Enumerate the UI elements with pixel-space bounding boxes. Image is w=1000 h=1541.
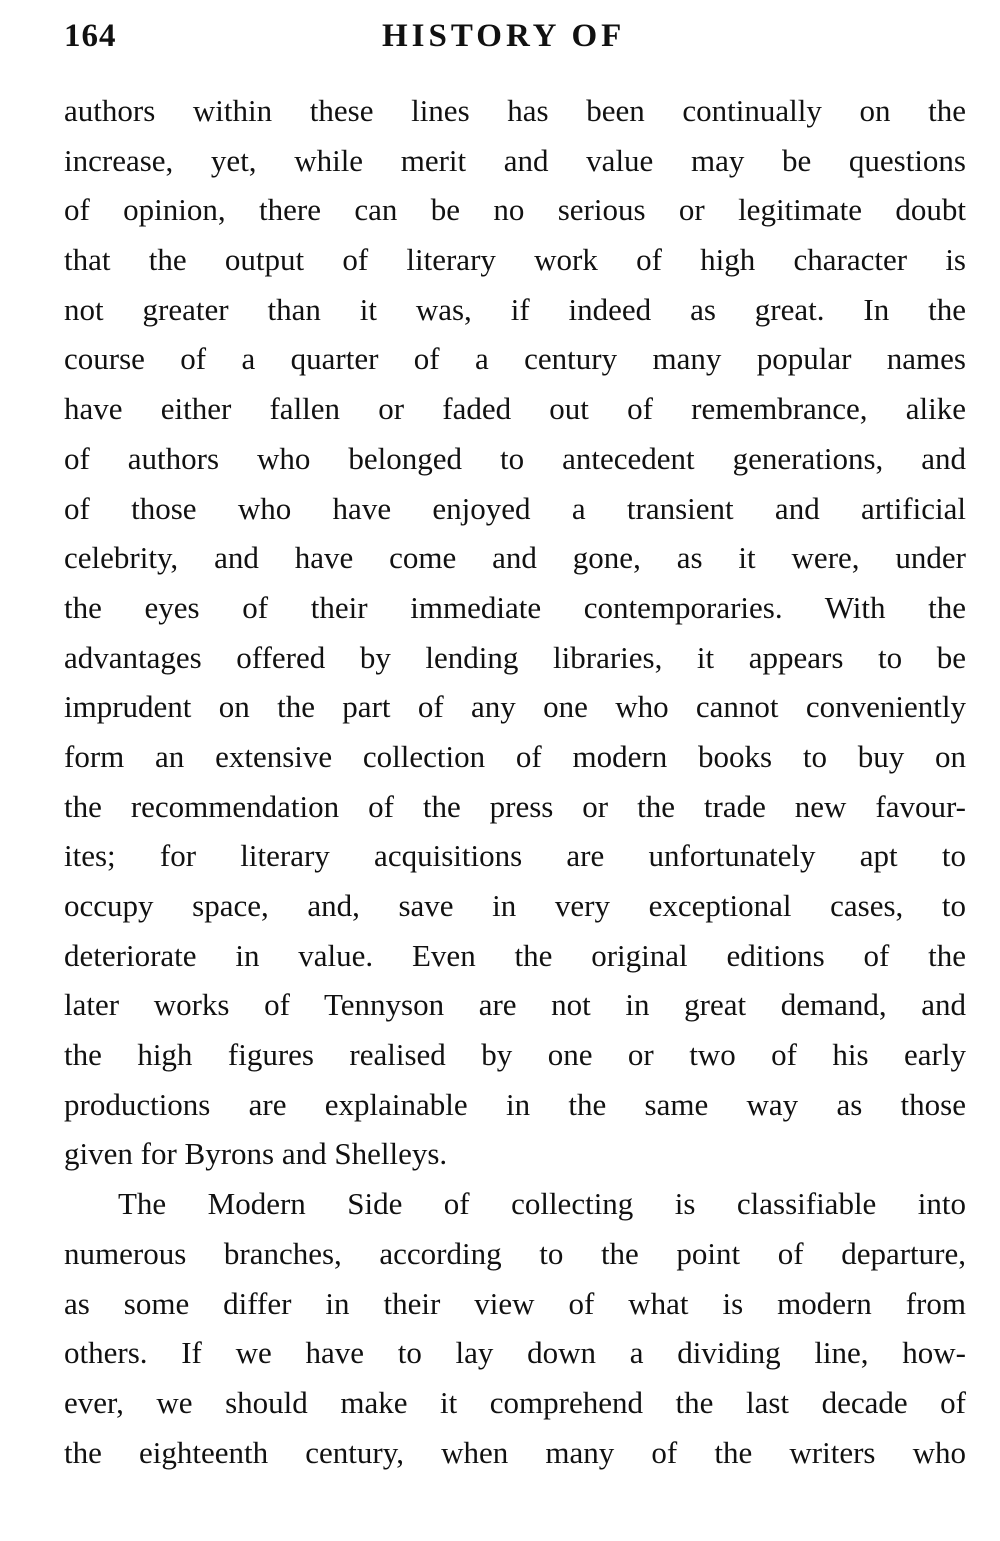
text-line: ever, we should make it comprehend the last decade of [64,1384,966,1420]
text-line: deteriorate in value. Even the original editions of the [64,937,966,973]
paragraph-1 [64,86,966,1179]
text-line: celebrity, and have come and gone, as it were, under [64,540,966,576]
running-head [64,18,966,62]
text-line: course of a quarter of a century many popular names [64,341,966,377]
page-number: 164 [64,18,117,54]
text-line: form an extensive collection of modern books to buy on [64,738,966,774]
paragraph-2 [64,1179,966,1477]
text-line: have either fallen or faded out of remembrance, alike [64,391,966,427]
text-line: as some differ in their view of what is modern from [64,1285,966,1321]
text-line: The Modern Side of collecting is classifiable into [118,1186,966,1222]
running-title: HISTORY OF [382,18,626,54]
text-line: authors within these lines has been continually on the [64,93,966,128]
text-line: occupy space, and, save in very exceptional cases, to [64,888,966,923]
text-line: ites; for literary acquisitions are unfortunately apt to [64,838,966,874]
text-line: later works of Tennyson are not in great demand, and [64,987,966,1023]
text-line: advantages offered by lending libraries, it appears to be [64,639,966,675]
text-line: the recommendation of the press or the trade new favour- [64,788,966,824]
text-line: of opinion, there can be no serious or legitimate doubt [64,192,966,228]
text-line: increase, yet, while merit and value may be questions [64,142,966,178]
text-line: the eighteenth century, when many of the writers who [64,1434,966,1470]
text-line: the eyes of their immediate contemporaries. With the [64,589,966,625]
body-text [64,86,966,1477]
text-line: that the output of literary work of high character is [64,242,966,278]
text-line: the high figures realised by one or two of his early [64,1037,966,1073]
text-line: not greater than it was, if indeed as great. In the [64,291,966,327]
text-line: others. If we have to lay down a dividing line, how- [64,1335,966,1371]
text-line: given for Byrons and Shelleys. [64,1136,448,1172]
text-line: numerous branches, according to the point of departure, [64,1235,966,1271]
text-line: productions are explainable in the same way as those [64,1086,966,1122]
text-line: imprudent on the part of any one who cannot conveniently [64,689,966,725]
text-line: of authors who belonged to antecedent generations, and [64,440,966,476]
text-line: of those who have enjoyed a transient and artificial [64,490,966,526]
